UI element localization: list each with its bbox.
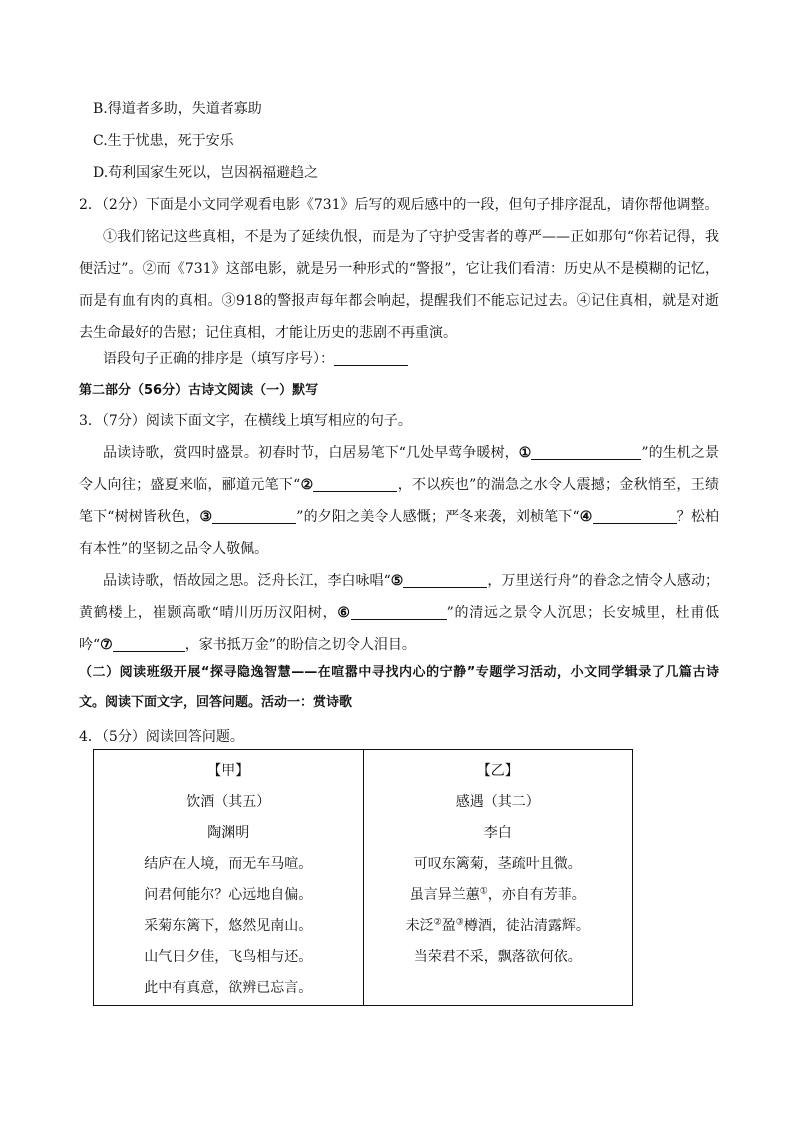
q3-p2-text-c: ”的清远之景令人沉思；长安城里，杜甫低吟“: [79, 605, 720, 653]
poem-comparison-table: [93, 749, 633, 1006]
q2-answer-blank[interactable]: [334, 349, 408, 366]
poem-yi-tag: 【乙】: [476, 763, 519, 779]
poem-yi-author: 李白: [483, 825, 512, 841]
poem-jia-line: 此中有真意，欲辨已忘言。: [144, 980, 313, 996]
q3-paragraph-1: [79, 437, 719, 565]
q3-p2-text-b: ，万里送行舟”的眷念之情令人感动；黄鹤楼上，崔颢高歌“晴川历历汉阳树，: [79, 573, 719, 621]
blank-marker-2: ②: [300, 477, 314, 493]
answer-blank-6[interactable]: [351, 603, 447, 620]
footnote-marker-1: ①: [479, 886, 488, 897]
answer-blank-2[interactable]: [313, 475, 397, 492]
poem-yi-l3c: 樽酒，徒沾清露辉。: [463, 918, 590, 934]
answer-blank-1[interactable]: [531, 443, 641, 460]
blank-marker-3: ③: [199, 509, 213, 525]
q3-header: 3．（7分）阅读下面文字，在横线上填写相应的句子。: [79, 413, 412, 429]
footnote-marker-3: ③: [455, 917, 464, 928]
poem-yi-cell: [363, 750, 633, 1006]
q3-p1-text-b: ”的生机之景令人向往；盛夏来临，郦道元笔下“: [79, 445, 719, 493]
blank-marker-4: ④: [579, 509, 593, 525]
answer-blank-3[interactable]: [212, 507, 296, 524]
blank-marker-7: ⑦: [100, 637, 113, 653]
poem-yi-title: 感遇（其二）: [455, 794, 540, 810]
poem-yi-line: [365, 880, 632, 911]
option-d: D.苟利国家生死以，岂因祸福避趋之: [93, 165, 319, 181]
poem-jia-line: 采菊东篱下，悠然见南山。: [144, 918, 313, 934]
q3-paragraph-2: [79, 565, 719, 661]
blank-marker-5: ⑤: [390, 573, 404, 589]
q3-p1-text-a: 品读诗歌，赏四时盛景。初春时节，白居易笔下“几处早莺争暖树，: [103, 445, 519, 461]
q3-p2-text-a: 品读诗歌，悟故园之思。泛舟长江，李白咏唱“: [103, 573, 391, 589]
poem-yi-l3a: 未泛: [405, 918, 434, 934]
q2-header: 2．（2分）下面是小文同学观看电影《731》后写的观后感中的一段，但句子排序混乱，请你帮他调整。: [79, 197, 719, 213]
option-b: B.得道者多助，失道者寡助: [93, 101, 262, 117]
poem-yi-l2a: 虽言异兰蕙: [409, 887, 480, 903]
poem-jia-author: 陶渊明: [207, 825, 250, 841]
q3-p1-text-c: ，不以疾也”的湍急之水令人震撼；金秋悄至，王绩笔下“树树皆秋色，: [79, 477, 719, 525]
poem-jia-title: 饮酒（其五）: [186, 794, 271, 810]
blank-marker-6: ⑥: [337, 605, 351, 621]
poem-yi-line: 当荣君不采，飘落欲何依。: [413, 949, 582, 965]
answer-blank-5[interactable]: [403, 571, 487, 588]
option-c: C.生于忧患，死于安乐: [93, 133, 234, 149]
section2-instructions: （二）阅读班级开展“探寻隐逸智慧——在喧嚣中寻找内心的宁静”专题学习活动，小文同学辑录了几篇古诗文。阅读下面文字，回答问题。活动一：赏诗歌: [79, 665, 719, 710]
q3-p1-text-e: ？松柏有本性”的坚韧之品令人敬佩。: [79, 509, 719, 557]
poem-yi-line: 可叹东篱菊，茎疏叶且微。: [413, 856, 582, 872]
poem-yi-l2b: ，亦自有芳菲。: [487, 887, 586, 903]
poem-yi-l3b: 盈: [441, 918, 456, 934]
q3-p2-text-d: ，家书抵万金”的盼信之切令人泪目。: [184, 637, 416, 653]
q2-prompt-row: [103, 349, 408, 369]
q2-prompt: 语段句子正确的排序是（填写序号）：: [103, 351, 334, 367]
part2-header: 第二部分（56分）古诗文阅读（一）默写: [79, 383, 319, 398]
poem-jia-cell: [94, 750, 364, 1006]
poem-jia-line: 山气日夕佳，飞鸟相与还。: [144, 949, 313, 965]
blank-marker-1: ①: [518, 445, 532, 461]
footnote-marker-2: ②: [433, 917, 442, 928]
q4-header: 4．（5分）阅读回答问题。: [79, 729, 244, 745]
poem-jia-line: 结庐在人境，而无车马喧。: [144, 856, 313, 872]
answer-blank-7[interactable]: [113, 635, 185, 652]
q3-p1-text-d: ”的夕阳之美令人感慨；严冬来袭，刘桢笔下“: [296, 509, 580, 525]
q2-passage: ①我们铭记这些真相，不是为了延续仇恨，而是为了守护受害者的尊严——正如那句“你若记得，我便活过”。②而《731》这部电影，就是另一种形式的“警报”，它让我们看清：历史从不是模糊的记忆，而是有血有肉的真相。③918的警报声每年都会响起，提醒我们不能忘记过去。④记住真相，就是对逝去生命最好的告慰；记住真相，才能让历史的悲剧不再重演。: [79, 229, 719, 341]
poem-jia-tag: 【甲】: [207, 763, 250, 779]
answer-blank-4[interactable]: [593, 507, 677, 524]
poem-jia-line: 问君何能尔？心远地自偏。: [144, 887, 313, 903]
poem-yi-line: [365, 911, 632, 942]
